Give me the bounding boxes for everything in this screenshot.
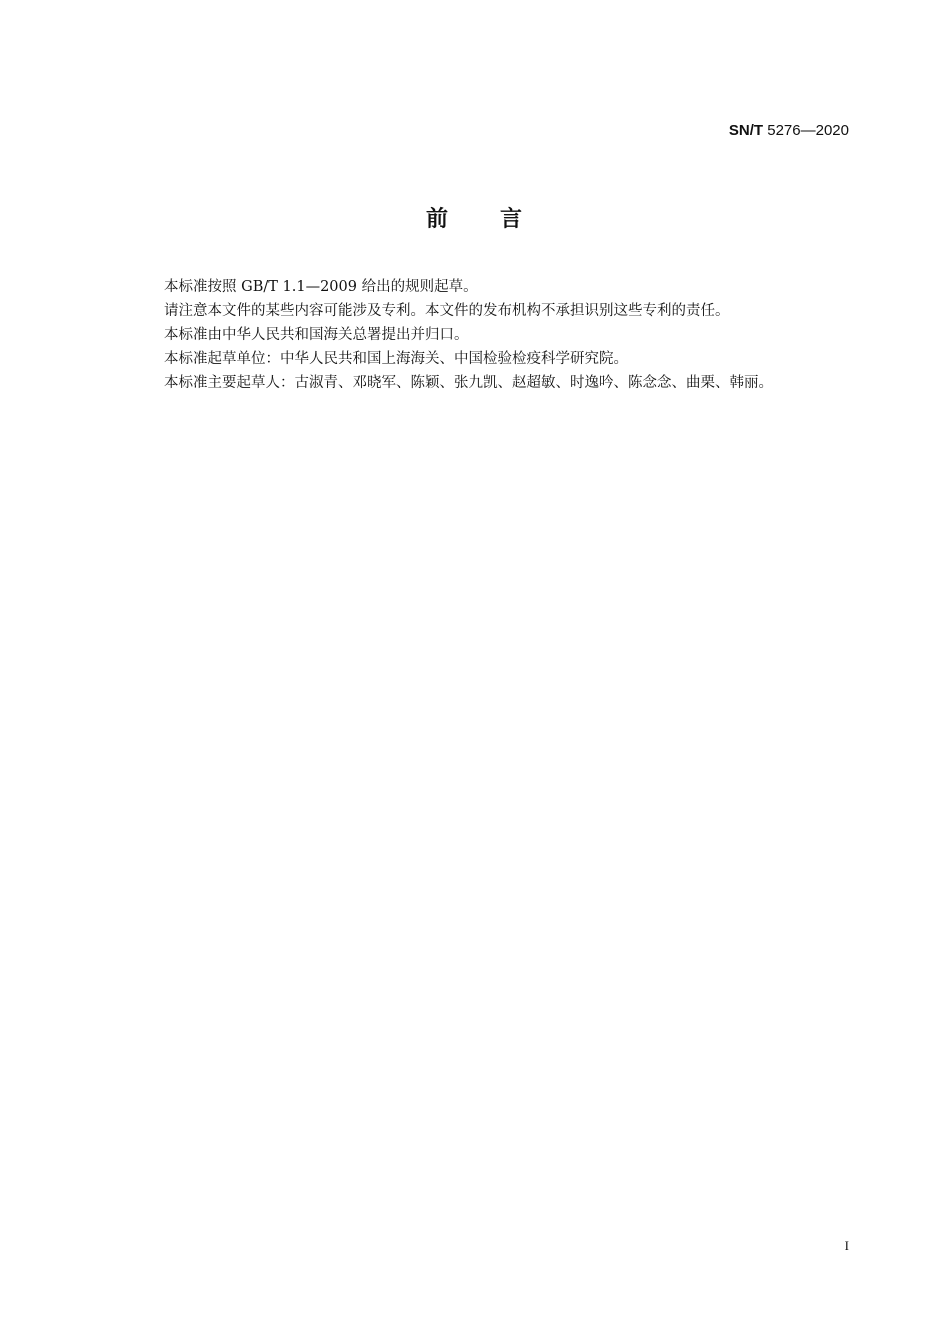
standard-code-number: 5276—2020 (767, 122, 849, 139)
page-title-char-1: 前 (425, 207, 450, 232)
paragraph-drafters: 本标准主要起草人：古淑青、邓晓军、陈颖、张九凯、赵超敏、时逸吟、陈念念、曲栗、韩丽。 (164, 375, 773, 391)
paragraph-patent-notice: 请注意本文件的某些内容可能涉及专利。本文件的发布机构不承担识别这些专利的责任。 (164, 303, 730, 319)
standard-code (729, 122, 849, 139)
standard-code-prefix: SN/T (728, 122, 764, 139)
page-title-char-2: 言 (500, 207, 525, 232)
paragraph-drafting-rules: 本标准按照 GB/T 1.1—2009 给出的规则起草。 (164, 279, 478, 295)
foreword-body (164, 275, 864, 395)
paragraph-drafting-units: 本标准起草单位：中华人民共和国上海海关、中国检验检疫科学研究院。 (164, 351, 628, 367)
paragraph-proposer: 本标准由中华人民共和国海关总署提出并归口。 (164, 327, 469, 343)
page-number: I (844, 1238, 849, 1253)
page-title (0, 202, 950, 233)
